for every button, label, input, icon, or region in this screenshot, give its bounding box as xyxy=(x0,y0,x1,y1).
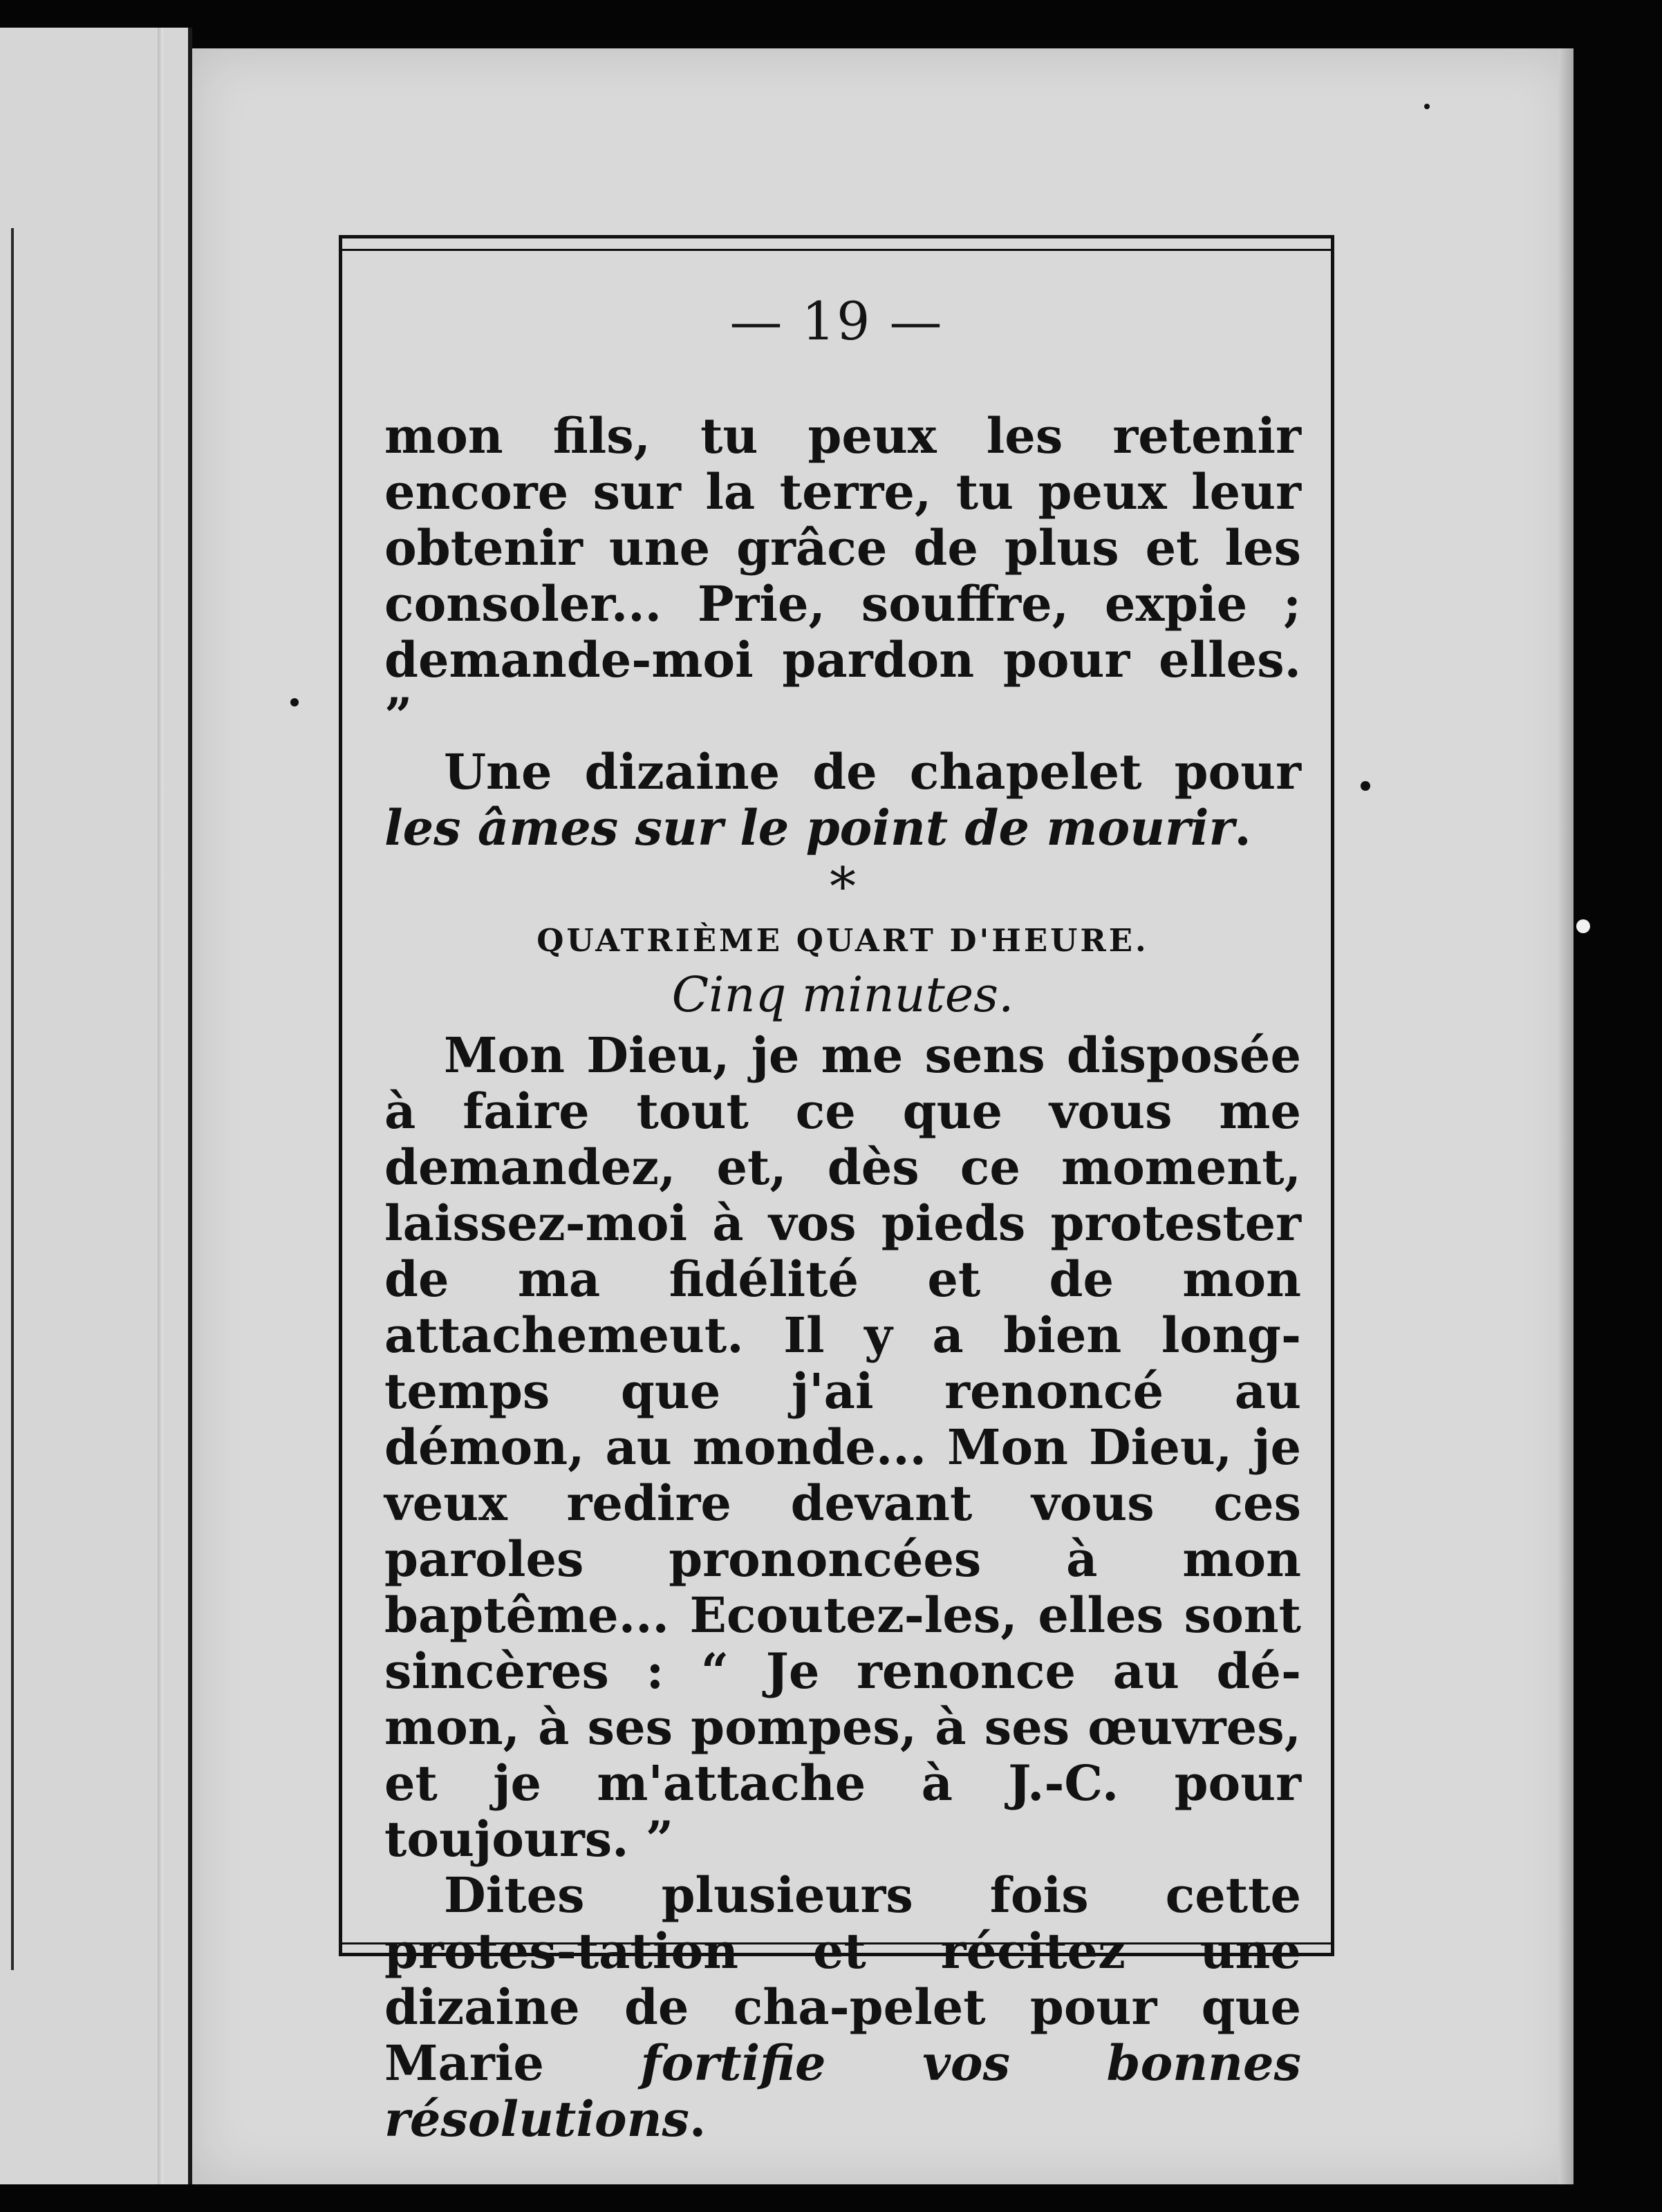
paragraph-4-italic: fortifie vos bonnes résolutions xyxy=(384,2034,1301,2148)
ink-speck xyxy=(290,698,299,706)
frame-inner-rule-top xyxy=(339,249,1334,251)
section-separator: * xyxy=(830,856,856,917)
section-subheading: Cinq minutes. xyxy=(671,966,1014,1023)
paragraph-2-italic: les âmes sur le point de mourir xyxy=(384,799,1235,856)
section-heading: QUATRIÈME QUART D'HEURE. xyxy=(536,922,1149,959)
paragraph-2-text: Une dizaine de chapelet pour xyxy=(444,743,1301,800)
ink-speck xyxy=(1424,104,1430,109)
page-text xyxy=(384,408,1301,2147)
page-right-edge xyxy=(1558,48,1574,2184)
paragraph-4 xyxy=(384,1867,1301,2147)
book-fold xyxy=(158,28,163,2184)
paragraph-2-end: . xyxy=(1234,799,1251,856)
ink-speck xyxy=(1576,919,1590,933)
ink-speck xyxy=(1361,781,1370,791)
paragraph-1: mon fils, tu peux les retenir encore sur la terre, tu peux leur obtenir une grâce de plus et les consoler... Prie, souffre, expie ; demande-moi pardon pour elles. ” xyxy=(384,407,1301,744)
paragraph-2 xyxy=(384,744,1301,856)
paragraph-4-end: . xyxy=(689,2090,707,2148)
paragraph-4-text: Dites plusieurs fois cette protes-tation et récitez une dizaine de cha-pelet pour que Marie xyxy=(384,1866,1301,2092)
paragraph-3: Mon Dieu, je me sens disposée à faire tout ce que vous me demandez, et, dès ce moment, laissez-moi à vos pieds protester de ma fidélité et de mon attachemeut. Il y a bien long-temps que j'ai renoncé au démon, au monde... Mon Dieu, je veux redire devant vous ces paroles prononcées à mon baptême... Ecoutez-les, elles sont sincères : “ Je renonce au dé-mon, à ses pompes, à ses œuvres, et je m'attache à J.-C. pour toujours. ” xyxy=(384,1027,1301,1868)
previous-page-frame-rule xyxy=(11,228,14,1970)
page-number: — 19 — xyxy=(729,290,944,352)
previous-page-edge xyxy=(0,28,192,2184)
